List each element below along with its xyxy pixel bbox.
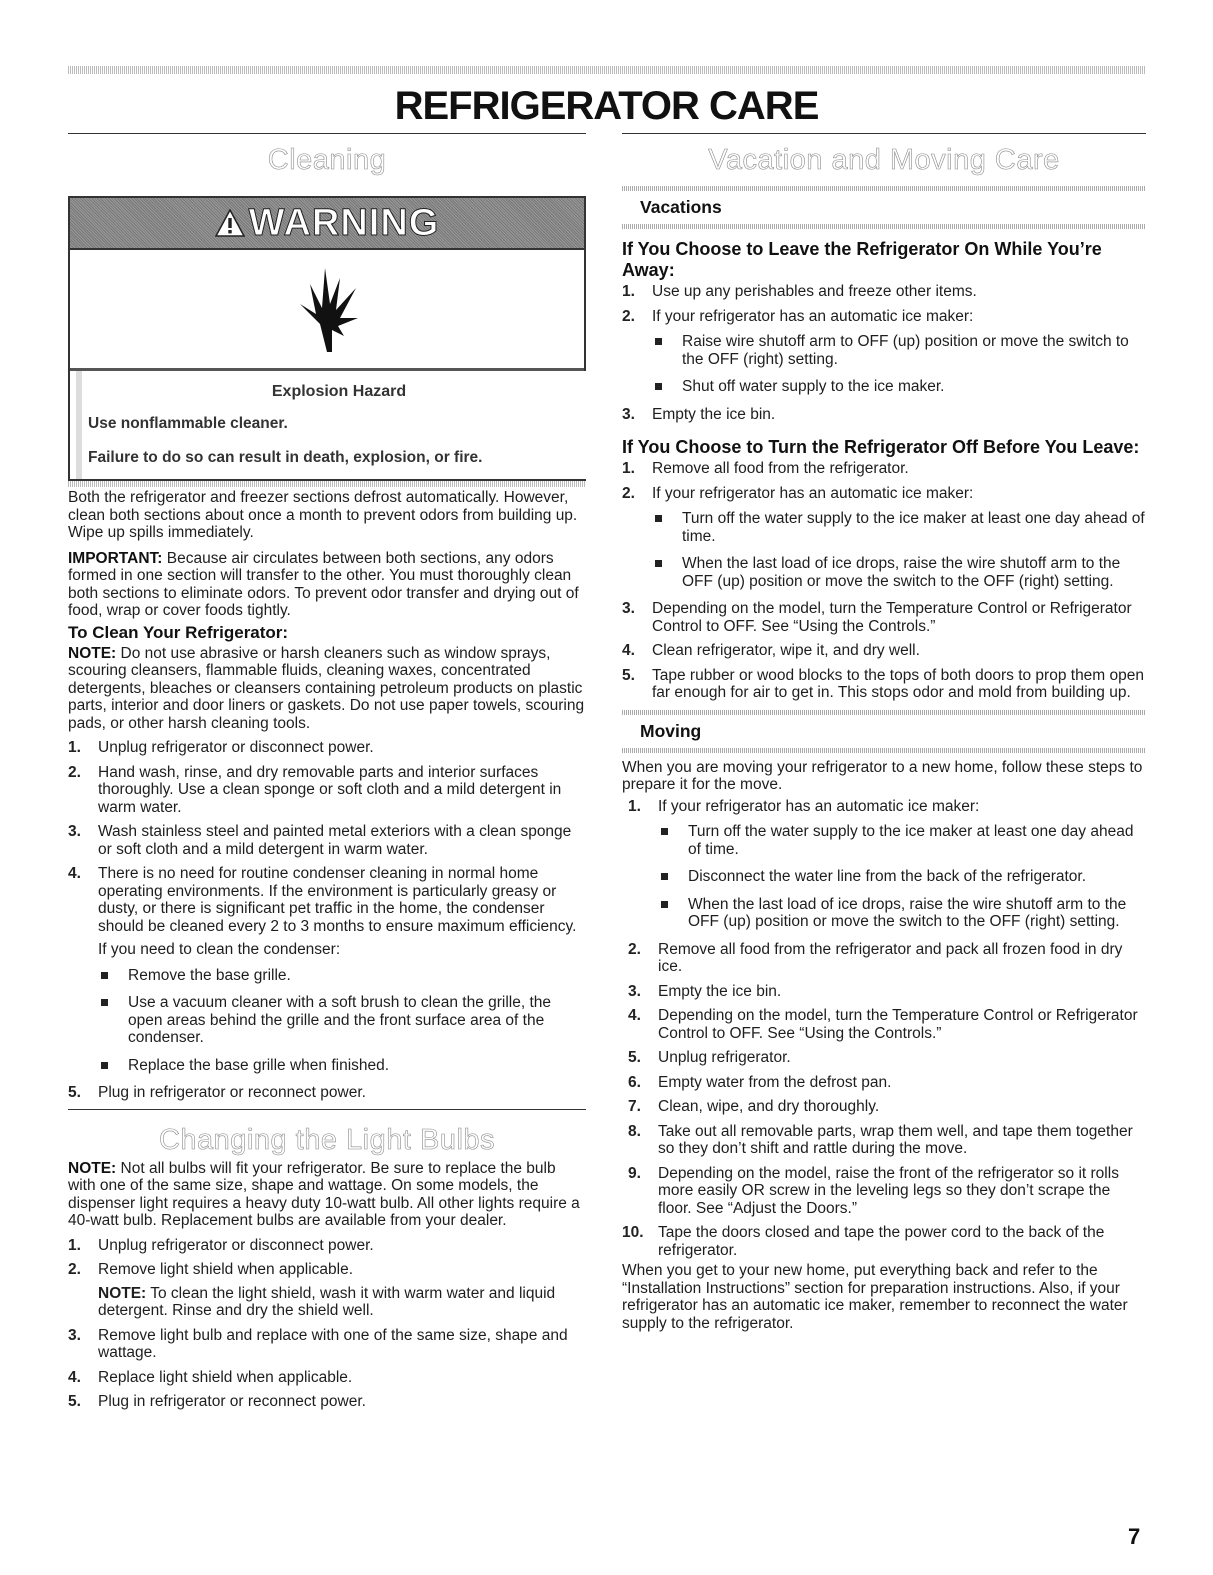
list-item: 3. Remove light bulb and replace with one of the same size, shape and wattage. [68, 1326, 568, 1361]
list-item: 1. Use up any perishables and freeze other items. [622, 283, 977, 300]
list-item: 3. Wash stainless steel and painted metal exteriors with a clean sponge or soft cloth and a mild detergent in warm water. [68, 823, 572, 858]
list-item: 8. Take out all removable parts, wrap them well, and tape them together so they don’t shift and rattle during the move. [628, 1122, 1133, 1157]
moving-bullets [658, 823, 1146, 931]
moving-intro: When you are moving your refrigerator to a new home, follow these steps to prepare it for the move. [622, 758, 1143, 793]
list-item: 5. Unplug refrigerator. [628, 1049, 791, 1066]
list-item: 2. Remove all food from the refrigerator and pack all frozen food in dry ice. [628, 940, 1123, 975]
left-column [68, 133, 586, 1418]
light-bulb-note: NOTE: Not all bulbs will fit your refrigerator. Be sure to replace the bulb with one of the same size, shape and wattage. On some models, the dispenser light requires a heavy duty 10-watt bulb. All other lights require a 40-watt bulb. Replacement bulbs are available from your dealer. [68, 1159, 580, 1229]
condenser-bullets [98, 967, 586, 1075]
bullet-item: Turn off the water supply to the ice maker at least one day ahead of time. [658, 823, 1146, 858]
divider [68, 1109, 586, 1110]
list-item: 2. If your refrigerator has an automatic ice maker: Raise wire shutoff arm to OFF (up) position or move the switch to the OFF (right) setting. Shut off water supply to the ice maker. [622, 308, 1146, 396]
moving-steps [622, 798, 1146, 1260]
section-heading-cleaning: Cleaning [267, 144, 387, 176]
warning-header [70, 198, 584, 250]
list-item: 3. Empty the ice bin. [628, 982, 782, 1000]
cleaning-steps [68, 739, 586, 1102]
list-item: 1. Remove all food from the refrigerator. [622, 460, 909, 477]
list-item: 1. Unplug refrigerator or disconnect power. [68, 739, 374, 756]
important-paragraph: IMPORTANT: Because air circulates between both sections, any odors formed in one section will transfer to the other. You must thoroughly clean both sections to eliminate odors. To prevent odor transfer and drying out of food, wrap or cover foods tightly. [68, 549, 579, 619]
turn-off-steps [622, 460, 1146, 702]
list-item: 5. Plug in refrigerator or reconnect power. [68, 1393, 366, 1410]
section-heading-vacation-moving: Vacation and Moving Care [708, 144, 1060, 176]
turn-off-heading: If You Choose to Turn the Refrigerator Off Before You Leave: [622, 437, 1140, 457]
list-item: 5. Plug in refrigerator or reconnect power. [68, 1084, 366, 1101]
bullet-item: When the last load of ice drops, raise the wire shutoff arm to the OFF (up) position or move the switch to the OFF (right) setting. [652, 555, 1146, 590]
clean-subheading: To Clean Your Refrigerator: [68, 622, 289, 642]
warning-box [68, 196, 586, 481]
list-item: 4. Clean refrigerator, wipe it, and dry well. [622, 642, 920, 659]
condenser-intro: If you need to clean the condenser: [98, 941, 341, 958]
moving-outro: When you get to your new home, put everything back and refer to the “Installation Instructions” section for preparation instructions. Also, if your refrigerator has an automatic ice maker, remember to reconnect the water supply to the refrigerator. [622, 1262, 1128, 1332]
right-column [622, 133, 1146, 1332]
list-item: 5. Tape rubber or wood blocks to the tops of both doors to prop them open far enough for air to get in. This stops odor and mold from building up. [622, 666, 1145, 701]
list-item: 4. Replace light shield when applicable. [68, 1368, 353, 1386]
list-item: 10. Tape the doors closed and tape the power cord to the back of the refrigerator. [622, 1224, 1105, 1259]
band-bottom [622, 748, 1146, 753]
divider [622, 133, 1146, 134]
bullet-item: Use a vacuum cleaner with a soft brush to clean the grille, the open areas behind the grille and the front surface area of the condenser. [98, 994, 586, 1047]
hazard-title: Explosion Hazard [271, 383, 407, 400]
bullet-item: Shut off water supply to the ice maker. [652, 378, 1146, 396]
list-item: 3. Depending on the model, turn the Temperature Control or Refrigerator Control to OFF. See “Using the Controls.” [622, 600, 1132, 635]
warning-title: WARNING [248, 201, 440, 244]
list-item: 2. If your refrigerator has an automatic ice maker: Turn off the water supply to the ice maker at least one day ahead of time. When the last load of ice drops, raise the wire shutoff arm to the OFF (up) position or move the switch to the OFF (right) setting. [622, 484, 1145, 590]
light-shield-note: NOTE: To clean the light shield, wash it with warm water and liquid detergent. Rinse and dry the shield well. [98, 1284, 556, 1319]
band-bottom [622, 224, 1146, 229]
list-item: 2. Hand wash, rinse, and dry removable parts and interior surfaces thoroughly. Use a clean sponge or soft cloth and a mild detergent in warm water. [68, 763, 562, 816]
hazard-consequence: Failure to do so can result in death, explosion, or fire. [88, 449, 483, 466]
vacations-label: Vacations [640, 197, 722, 217]
bullet-item: Disconnect the water line from the back of the refrigerator. [658, 868, 1146, 886]
warning-icon-area [70, 250, 584, 371]
list-item: 1. Unplug refrigerator or disconnect power. [68, 1236, 374, 1254]
list-item: 4. There is no need for routine condenser cleaning in normal home operating environments. If the environment is particularly greasy or dusty, or there is significant pet traffic in the home, the condenser should be cleaned every 2 to 3 months to ensure maximum efficiency. If you need to clean the condenser: Remove the base grille. Use a vacuum cleaner with a soft brush to clean the grille, the open areas behind the grille and the front surface area of the condenser. Replace the base grille when finished. [68, 865, 586, 1074]
header-dotted-bar [68, 66, 1146, 74]
explosion-icon [292, 264, 362, 354]
turn-off-bullets [652, 510, 1146, 590]
bullet-item: When the last load of ice drops, raise the wire shutoff arm to the OFF (up) position or move the switch to the OFF (right) setting. [658, 896, 1146, 931]
list-item: 6. Empty water from the defrost pan. [628, 1073, 892, 1091]
list-item: 1. If your refrigerator has an automatic ice maker: Turn off the water supply to the ice maker at least one day ahead of time. Disconnect the water line from the back of the refrigerator. When the last load of ice drops, raise the wire shutoff arm to the OFF (up) position or move the switch to the OFF (right) setting. [622, 798, 1146, 931]
list-item: 4. Depending on the model, turn the Temperature Control or Refrigerator Control to OFF. See “Using the Controls.” [628, 1007, 1138, 1042]
section-heading-light-bulbs: Changing the Light Bulbs [158, 1123, 496, 1156]
page-title: REFRIGERATOR CARE [394, 84, 819, 128]
cleaning-intro: Both the refrigerator and freezer sections defrost automatically. However, clean both sections about once a month to prevent odors from building up. Wipe up spills immediately. [68, 489, 578, 541]
bullet-item: Raise wire shutoff arm to OFF (up) position or move the switch to the OFF (right) setting. [652, 333, 1146, 368]
leave-on-heading: If You Choose to Leave the Refrigerator On While You’re Away: [622, 239, 1102, 280]
moving-label: Moving [640, 720, 702, 741]
warning-text-area [76, 371, 596, 479]
warning-underbar [68, 481, 586, 487]
light-bulb-steps [68, 1237, 586, 1411]
bullet-item: Turn off the water supply to the ice maker at least one day ahead of time. [652, 510, 1146, 545]
hazard-instruction: Use nonflammable cleaner. [88, 415, 288, 432]
divider [68, 133, 586, 134]
list-item: 3. Empty the ice bin. [622, 405, 776, 423]
bullet-item: Remove the base grille. [98, 967, 586, 985]
cleaning-note: NOTE: Do not use abrasive or harsh cleaners such as window sprays, scouring cleansers, flammable fluids, cleaning waxes, concentrated detergents, bleaches or cleansers containing petroleum products on plastic parts, interior and door liners or gaskets. Do not use paper towels, scouring pads, or other harsh cleaning tools. [68, 644, 585, 732]
list-item: 2. Remove light shield when applicable. NOTE: To clean the light shield, wash it with warm water and liquid detergent. Rinse and dry the shield well. [68, 1261, 586, 1320]
page-number: 7 [1128, 1524, 1141, 1549]
bullet-item: Replace the base grille when finished. [98, 1057, 586, 1075]
leave-on-bullets [652, 333, 1146, 396]
warning-triangle-icon [215, 209, 245, 237]
list-item: 9. Depending on the model, raise the front of the refrigerator so it rolls more easily OR screw in the leveling legs so they don’t scrape the floor. See “Adjust the Doors.” [628, 1164, 1119, 1217]
leave-on-steps [622, 283, 1146, 423]
list-item: 7. Clean, wipe, and dry thoroughly. [628, 1098, 880, 1115]
